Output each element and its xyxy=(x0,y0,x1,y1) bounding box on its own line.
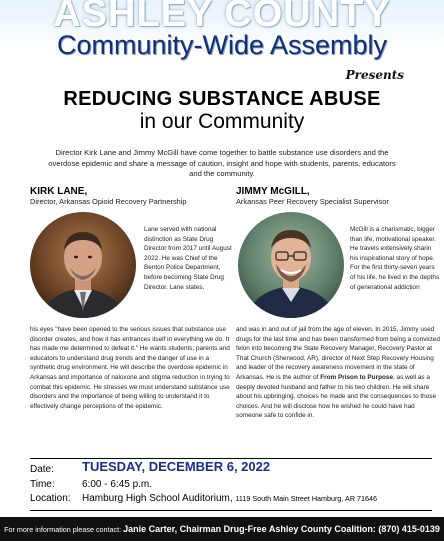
jimmy-portrait-icon xyxy=(238,212,344,318)
jimmy-header xyxy=(236,186,436,206)
jimmy-role: Arkansas Peer Recovery Specialist Supervisor xyxy=(236,197,389,206)
jimmy-bio-bottom xyxy=(236,325,440,421)
kirk-bio-side: Lane served with national distinction as State Drug Director from 2017 until August 2022. He was Chief of the Benton Police Department, before becoming State Drug Director. Lane states, xyxy=(144,226,232,291)
jimmy-bio-part-b: , as well as a deeply devoted husband and father to his two children. He will share about his upbringing, choices he made and the consequences to those choices. And he will disclose how he wished he could have had someone safe to confide in. xyxy=(236,373,437,420)
county-title: ASHLEY COUNTY xyxy=(53,0,391,35)
location-name: Hamburg High School Auditorium, xyxy=(82,493,233,504)
jimmy-bio-side: McGill is a charismatic, bigger than life, motivational speaker. He travels extensively sharin his inspirational story of hope. For the first thirty-seven years of his life, he lived in the depths of generational addiction xyxy=(350,226,440,291)
contact-details: Janie Carter, Chairman Drug-Free Ashley County Coalition: (870) 415-0139 xyxy=(123,524,440,534)
intro-paragraph: Director Kirk Lane and Jimmy McGill have come together to battle substance use disorders and the overdose epidemic and share a message of caution, insight and hope with students, parents, educators and the community. xyxy=(48,148,396,178)
location-address: 1119 South Main Street Hamburg, AR 71646 xyxy=(235,494,377,503)
event-title: REDUCING SUBSTANCE ABUSE xyxy=(63,88,381,110)
time-label: Time: xyxy=(30,479,55,490)
kirk-role: Director, Arkansas Opioid Recovery Partnership xyxy=(30,197,187,206)
book-title: From Prison to Purpose xyxy=(320,373,393,381)
contact-prefix: For more information please contact: xyxy=(4,525,122,534)
kirk-bio-bottom: his eyes "have been opened to the serious issues that substance use disorder creates, and how it has entrances itself in everything we do. It has made me determined to defeat it." He wants students, parents and educators to understand drug trends and the danger of use in a synthetic drug environment. He will describe the overdose epidemic in Arkansas and importance of naloxone and stigma reduction in trying to combat this epidemic. He stresses we must understand substance use disorders and the importance of being willing to understand it to effectively change perceptions of the epidemic. xyxy=(30,326,230,410)
event-subtitle: in our Community xyxy=(139,110,305,133)
divider-bottom xyxy=(30,510,432,511)
jimmy-name: JIMMY McGILL, xyxy=(236,186,310,197)
kirk-name: KIRK LANE, xyxy=(30,186,88,197)
event-date: TUESDAY, DECEMBER 6, 2022 xyxy=(82,459,271,474)
jimmy-bio-part-a: and was in and out of jail from the age of eleven. In 2015, Jimmy used drugs for the last time and has been transformed from being a convicted felon into becoming the State Recovery Manager, Recovery Pastor at That Church (Sherwood, AR), director of Next Step Recovery Housing and leader of the recovery awareness movement in the state of Arkansas. He is the author of xyxy=(236,326,440,381)
event-time: 6:00 - 6:45 p.m. xyxy=(82,479,153,490)
location-label: Location: xyxy=(30,493,71,504)
assembly-title: Community-Wide Assembly xyxy=(56,30,388,60)
date-label: Date: xyxy=(30,464,54,475)
presents-label: Presents xyxy=(345,68,404,82)
kirk-header xyxy=(30,186,230,206)
event-location xyxy=(82,493,377,505)
kirk-portrait-icon xyxy=(30,212,136,318)
contact-footer xyxy=(0,517,444,541)
